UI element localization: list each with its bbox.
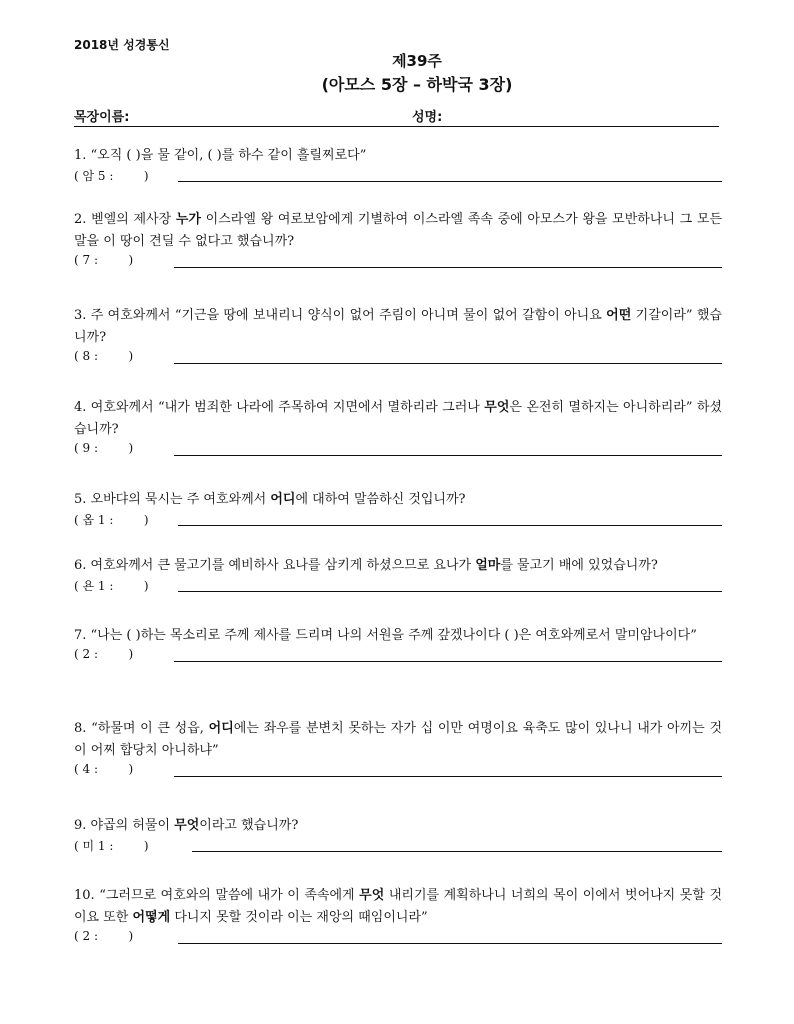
- question-text: [74, 489, 722, 511]
- answer-row: [74, 349, 722, 367]
- scripture-reference: ( 옵 1 : ): [74, 513, 149, 527]
- answer-line[interactable]: [178, 181, 722, 182]
- scripture-reference: ( 9 : ): [74, 441, 134, 455]
- answer-line[interactable]: [174, 363, 722, 364]
- answer-row: [74, 929, 722, 947]
- question-keyword: 어디: [208, 721, 234, 736]
- question-text-segment: 내리기를 계획하나니 너희의 목이 이에서 벗어나지 못할 것이요 또한: [74, 888, 722, 925]
- answer-line[interactable]: [178, 525, 722, 526]
- question-3: [74, 305, 722, 367]
- question-keyword: 어디: [270, 492, 296, 507]
- question-text: [74, 718, 722, 762]
- question-text-segment: 은 온전히 멸하지는 아니하리라” 하셨습니까?: [74, 400, 722, 437]
- question-text: [74, 555, 722, 577]
- question-text: [74, 145, 722, 167]
- question-text-segment: 기갈이라” 했습니까?: [74, 308, 722, 345]
- question-keyword: 무엇: [484, 400, 510, 415]
- answer-line[interactable]: [174, 455, 722, 456]
- question-10: [74, 885, 722, 947]
- answer-line[interactable]: [192, 851, 722, 852]
- chapter-range: (아모스 5장 – 하박국 3장): [321, 75, 513, 94]
- question-keyword: 무엇: [174, 818, 200, 833]
- question-text: [74, 625, 722, 647]
- question-keyword: 누가: [175, 212, 201, 227]
- name-row: [74, 106, 719, 127]
- question-text-segment: 다니지 못할 것이라 이는 재앙의 때임이니라”: [170, 910, 428, 925]
- question-text-segment: 2. 벧엘의 제사장: [74, 212, 176, 227]
- question-7: [74, 625, 722, 665]
- answer-row: [74, 253, 722, 271]
- question-text-segment: 6. 여호와께서 큰 물고기를 예비하사 요나를 삼키게 하셨으므로 요나가: [74, 558, 476, 573]
- question-text-segment: 에 대하여 말씀하신 것입니까?: [295, 492, 466, 507]
- question-4: [74, 397, 722, 459]
- answer-row: [74, 837, 722, 855]
- answer-row: [74, 647, 722, 665]
- answer-line[interactable]: [178, 943, 722, 944]
- question-text-segment: 7. “나는 ( )하는 목소리로 주께 제사를 드리며 나의 서원을 주께 갚겠나이다 ( )은 여호와께로서 말미암나이다”: [74, 628, 697, 643]
- answer-row: [74, 762, 722, 780]
- question-text-segment: 10. “그러므로 여호와의 말씀에 내가 이 족속에게: [74, 888, 360, 903]
- question-9: [74, 815, 722, 855]
- group-name-label: 목장이름:: [74, 110, 130, 125]
- scripture-reference: ( 7 : ): [74, 253, 134, 267]
- question-2: [74, 209, 722, 271]
- answer-row: [74, 577, 722, 595]
- question-text-segment: 4. 여호와께서 “내가 범죄한 나라에 주목하여 지면에서 멸하리라 그러나: [74, 400, 485, 415]
- question-1: [74, 145, 722, 185]
- question-text-segment: 3. 주 여호와께서 “기근을 땅에 보내리니 양식이 없어 주림이 아니며 물이 없어 갈함이 아니요: [74, 308, 607, 323]
- question-text-segment: 를 물고기 배에 있었습니까?: [500, 558, 658, 573]
- question-text-segment: 이라고 했습니까?: [199, 818, 299, 833]
- scripture-reference: ( 2 : ): [74, 647, 134, 661]
- answer-line[interactable]: [178, 591, 722, 592]
- answer-line[interactable]: [174, 661, 722, 662]
- scripture-reference: ( 8 : ): [74, 349, 134, 363]
- person-name-label: 성명:: [412, 110, 443, 125]
- question-text: [74, 305, 722, 349]
- question-5: [74, 489, 722, 529]
- question-text-segment: 9. 야곱의 허물이: [74, 818, 175, 833]
- scripture-reference: ( 2 : ): [74, 929, 134, 943]
- question-text: [74, 815, 722, 837]
- week-title: 제39주: [392, 52, 442, 70]
- question-6: [74, 555, 722, 595]
- question-text: [74, 397, 722, 441]
- question-text-segment: 8. “하물며 이 큰 성읍,: [74, 721, 209, 736]
- answer-line[interactable]: [174, 267, 722, 268]
- question-text: [74, 209, 722, 253]
- scripture-reference: ( 욘 1 : ): [74, 579, 149, 593]
- answer-row: [74, 441, 722, 459]
- question-keyword: 얼마: [475, 558, 501, 573]
- question-keyword: 어떤: [606, 308, 632, 323]
- question-text-segment: 이스라엘 왕 여로보암에게 기별하여 이스라엘 족속 중에 아모스가 왕을 모반하나니 그 모든 말을 이 땅이 견딜 수 없다고 했습니까?: [74, 212, 723, 249]
- question-text-segment: 5. 오바댜의 묵시는 주 여호와께서: [74, 492, 271, 507]
- answer-row: [74, 511, 722, 529]
- question-text: [74, 885, 722, 929]
- question-text-segment: 에는 좌우를 분변치 못하는 자가 십 이만 여명이요 육축도 많이 있나니 내가 아끼는 것이 어찌 합당치 아니하냐”: [74, 721, 723, 758]
- question-8: [74, 718, 722, 780]
- question-keyword: 어떻게: [132, 910, 171, 925]
- newsletter-title: 2018년 성경통신: [74, 38, 170, 52]
- question-keyword: 무엇: [359, 888, 385, 903]
- question-text-segment: 1. “오직 ( )을 물 같이, ( )를 하수 같이 흘릴찌로다”: [74, 148, 367, 163]
- scripture-reference: ( 암 5 : ): [74, 169, 149, 183]
- answer-line[interactable]: [174, 776, 722, 777]
- scripture-reference: ( 4 : ): [74, 762, 134, 776]
- answer-row: [74, 167, 722, 185]
- scripture-reference: ( 미 1 : ): [74, 839, 149, 853]
